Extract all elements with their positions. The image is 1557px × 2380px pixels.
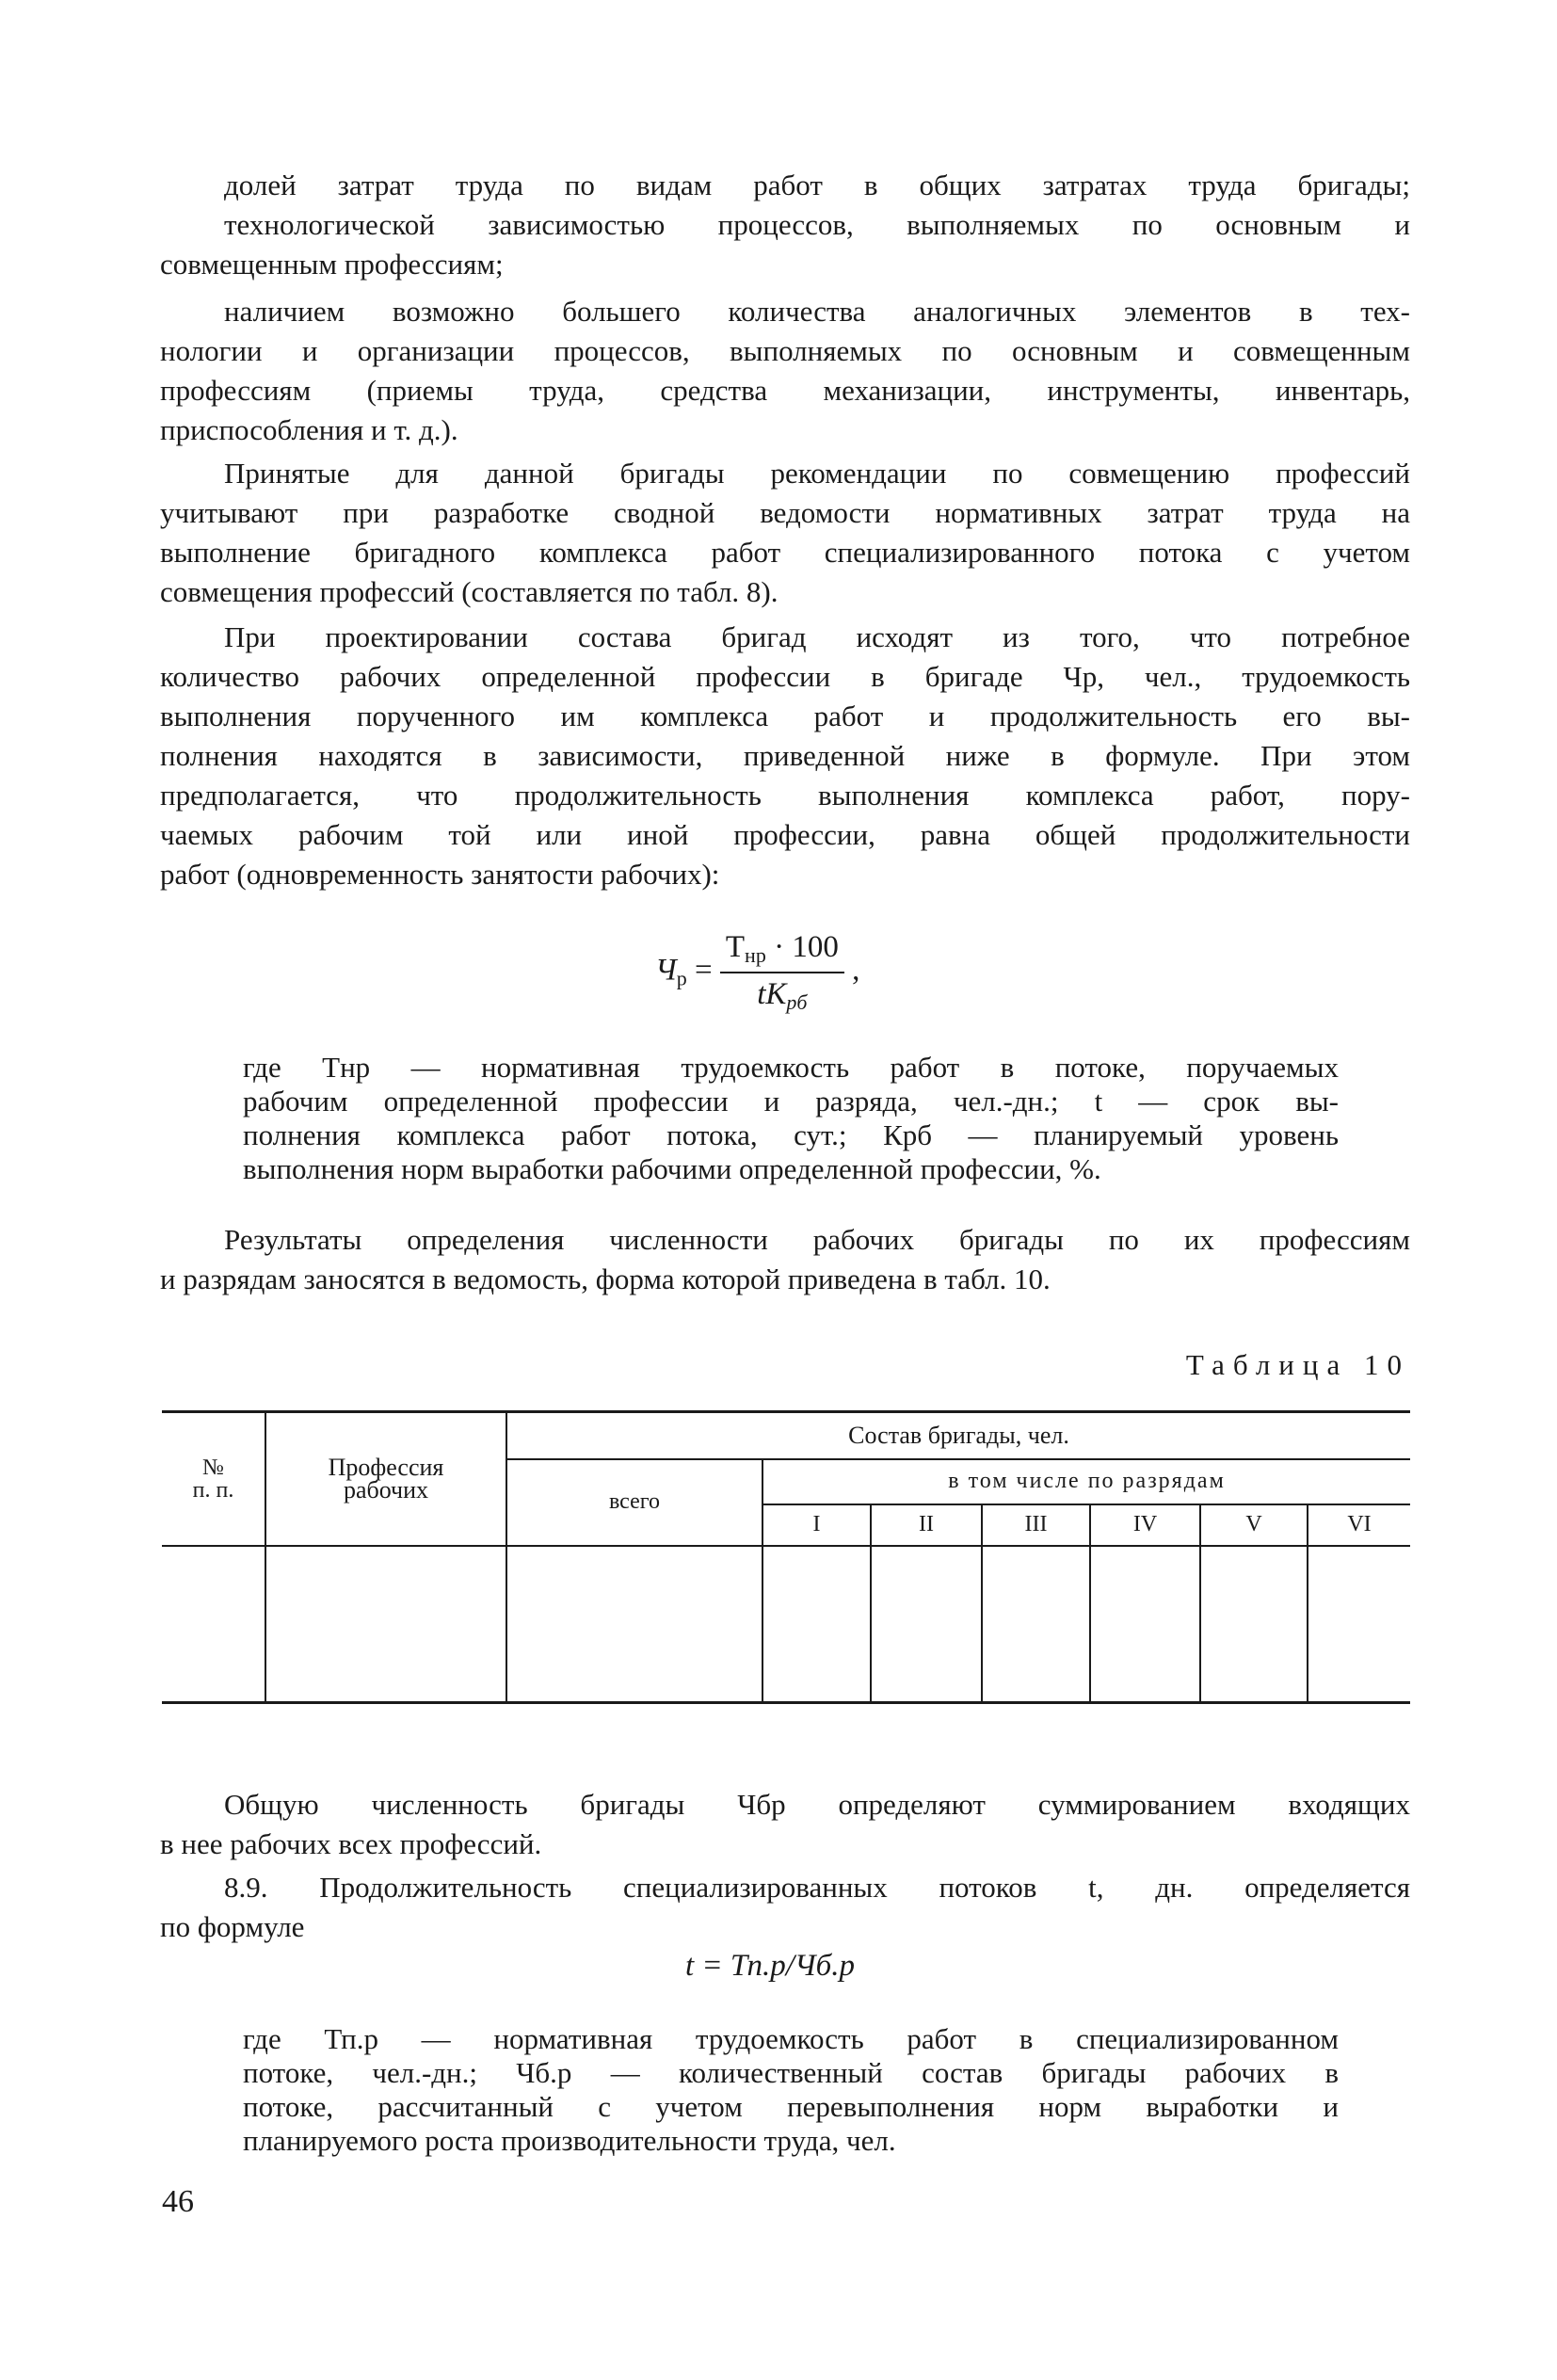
formula-workers-count	[655, 930, 859, 1015]
text-line: Принятые для данной бригады рекомендации по совмещению профессий	[224, 457, 1410, 490]
paragraph-work-shares	[160, 166, 1410, 284]
text-line: по формуле	[160, 1910, 305, 1943]
table-cell	[1308, 1546, 1410, 1703]
crew-composition-table	[162, 1410, 1410, 1704]
text-line: количество рабочих определенной профессии в бригаде Чр, чел., трудоемкость	[160, 660, 1410, 693]
column-header-total: всего	[506, 1459, 762, 1546]
formula-text: · 100	[765, 930, 839, 964]
formula-denominator	[720, 973, 844, 1015]
formula-numerator	[720, 930, 844, 973]
formula-subscript: нр	[745, 943, 766, 967]
table-cell	[1200, 1546, 1308, 1703]
text-line: предполагается, что продолжительность выполнения комплекса работ, пору-	[160, 779, 1410, 812]
table-cell	[506, 1546, 762, 1703]
column-group-crew: Состав бригады, чел.	[506, 1412, 1410, 1459]
text-line: планируемого роста производительности труда, чел.	[243, 2124, 896, 2157]
table-cell	[871, 1546, 982, 1703]
text-line: потоке, чел.-дн.; Чб.р — количественный состав бригады рабочих в	[243, 2056, 1339, 2089]
text-line: приспособления и т. д.).	[160, 413, 458, 446]
text-line: потоке, рассчитанный с учетом перевыполнения норм выработки и	[243, 2090, 1339, 2123]
text-line: профессиям (приемы труда, средства механизации, инструменты, инвентарь,	[160, 374, 1410, 407]
text-line: совмещения профессий (составляется по табл. 8).	[160, 575, 778, 608]
column-header-profession: Профессия рабочих	[265, 1412, 506, 1546]
formula-flow-duration: t = Тп.р/Чб.р	[685, 1949, 856, 1983]
paragraph-total-crew	[160, 1785, 1410, 1864]
page-number: 46	[162, 2184, 194, 2219]
table-cell	[982, 1546, 1090, 1703]
column-header-grade: III	[982, 1504, 1090, 1546]
paragraph-similar-elements	[160, 292, 1410, 450]
table-cell	[162, 1546, 265, 1703]
text-line: При проектировании состава бригад исходят из того, что потребное	[224, 620, 1410, 653]
text-line: совмещенным профессиям;	[160, 248, 504, 281]
text-line: выполнения порученного им комплекса работ и продолжительность его вы-	[160, 700, 1410, 732]
formula-symbol: Т	[725, 930, 746, 964]
table-row	[162, 1546, 1410, 1703]
text-line: в нее рабочих всех профессий.	[160, 1827, 542, 1860]
text-line: наличием возможно большего количества аналогичных элементов в тех-	[224, 295, 1410, 328]
table-cell	[265, 1546, 506, 1703]
column-header-grade: VI	[1308, 1504, 1410, 1546]
column-header-grade: I	[762, 1504, 871, 1546]
table-cell	[1090, 1546, 1200, 1703]
formula-symbol: Ч	[655, 953, 677, 988]
formula-legend-2	[243, 2022, 1339, 2158]
text-line: чаемых рабочим той или иной профессии, равна общей продолжительности	[160, 818, 1410, 851]
formula-fraction	[720, 930, 844, 1015]
paragraph-section-8-9	[160, 1868, 1410, 1947]
text-line: выполнения норм выработки рабочими определенной профессии, %.	[243, 1152, 1101, 1185]
formula-symbol: tК	[757, 977, 787, 1011]
column-group-grades: в том числе по разрядам	[762, 1459, 1410, 1504]
column-header-grade: IV	[1090, 1504, 1200, 1546]
paragraph-results	[160, 1220, 1410, 1299]
table-cell	[762, 1546, 871, 1703]
paragraph-crew-design	[160, 618, 1410, 894]
paragraph-recommendations	[160, 454, 1410, 612]
column-header-grade: II	[871, 1504, 982, 1546]
column-header-number: № п. п.	[162, 1412, 265, 1546]
text-line: Общую численность бригады Чбр определяют суммированием входящих	[224, 1788, 1410, 1821]
text-line: полнения находятся в зависимости, приведенной ниже в формуле. При этом	[160, 739, 1410, 772]
formula-punct: ,	[852, 953, 860, 988]
text-line: 8.9. Продолжительность специализированных потоков t, дн. определяется	[224, 1871, 1410, 1904]
text-line: где Тнр — нормативная трудоемкость работ в потоке, поручаемых	[243, 1051, 1339, 1084]
text-line: и разрядам заносятся в ведомость, форма которой приведена в табл. 10.	[160, 1262, 1051, 1295]
text-line: где Тп.р — нормативная трудоемкость работ в специализированном	[243, 2022, 1339, 2055]
text-line: работ (одновременность занятости рабочих):	[160, 858, 720, 891]
text-line: выполнение бригадного комплекса работ специализированного потока с учетом	[160, 536, 1410, 569]
text-line: долей затрат труда по видам работ в общих затратах труда бригады;	[224, 169, 1410, 201]
text-line: нологии и организации процессов, выполняемых по основным и совмещенным	[160, 334, 1410, 367]
formula-subscript: р	[676, 966, 687, 990]
text-line: Результаты определения численности рабочих бригады по их профессиям	[224, 1223, 1410, 1256]
text-line: полнения комплекса работ потока, сут.; Крб — планируемый уровень	[243, 1118, 1339, 1151]
text-line: рабочим определенной профессии и разряда, чел.-дн.; t — срок вы-	[243, 1085, 1339, 1118]
column-header-grade: V	[1200, 1504, 1308, 1546]
table-caption: Таблица 10	[1185, 1348, 1410, 1381]
formula-legend-1	[243, 1051, 1339, 1186]
formula-equals: =	[695, 953, 713, 988]
text-line: технологической зависимостью процессов, выполняемых по основным и	[224, 208, 1410, 241]
text-line: учитывают при разработке сводной ведомости нормативных затрат труда на	[160, 496, 1410, 529]
formula-subscript: рб	[786, 990, 808, 1014]
